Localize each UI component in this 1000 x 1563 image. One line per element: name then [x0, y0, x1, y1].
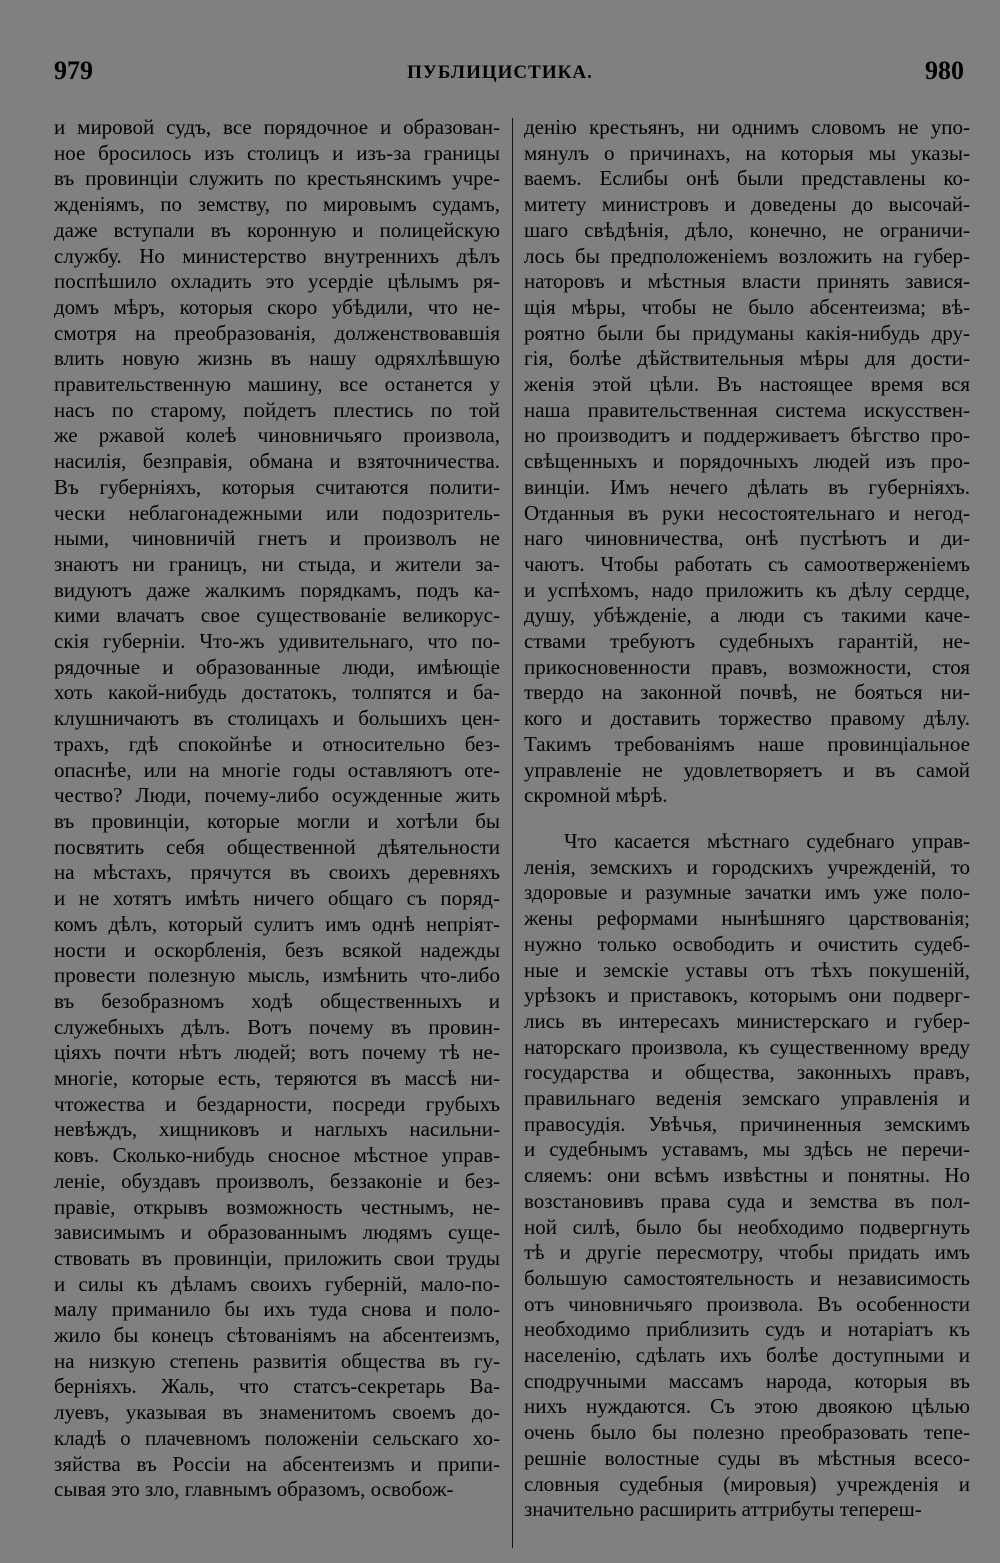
text-line: очень было бы полезно преобразовать тепе- [524, 1420, 970, 1445]
text-line: кого и доставить торжество правому дѣлу. [524, 706, 970, 731]
text-line: отъ чиновничьяго произвола. Въ особенности [524, 1291, 970, 1316]
text-line: чаютъ. Чтобы работать съ самоотверженіемъ [524, 551, 970, 576]
text-line: сподручными массамъ народа, которыя въ [524, 1368, 970, 1393]
text-line: нихъ нуждаются. Съ этою двоякою цѣлью [524, 1394, 970, 1419]
column-divider [512, 118, 513, 1548]
text-line: невѣждъ, хищниковъ и наглыхъ насильни- [54, 1117, 500, 1142]
text-line: влить новую жизнь въ нашу одряхлѣвшую [54, 346, 500, 371]
section-title: ПУБЛИЦИСТИКА. [407, 62, 593, 83]
text-line: же ржавой колеѣ чиновничьяго произвола, [54, 423, 500, 448]
text-line: рядочные и образованные люди, имѣющіе [54, 654, 500, 679]
text-line: поспѣшило охладить это усердіе цѣлымъ ря- [54, 269, 500, 294]
text-line: и судебнымъ уставамъ, мы здѣсь не перечи- [524, 1137, 970, 1162]
text-line: чески неблагонадежными или подозритель- [54, 500, 500, 525]
text-line: ное бросилось изъ столицъ и изъ-за границы [54, 140, 500, 165]
text-line: ствами требуютъ судебныхъ гарантій, не- [524, 629, 970, 654]
page-number-right: 980 [925, 56, 964, 85]
left-column [54, 115, 500, 1503]
text-line: лись въ интересахъ министерскаго и губер- [524, 1008, 970, 1033]
text-line: служебныхъ дѣлъ. Вотъ почему въ провин- [54, 1014, 500, 1039]
text-line: и успѣхомъ, надо приложить къ дѣлу сердце, [524, 577, 970, 602]
text-line: правосудія. Увѣчья, причиненныя земскимъ [524, 1111, 970, 1136]
text-line: клушничаютъ въ столицахъ и большихъ цен- [54, 706, 500, 731]
text-line: прикосновенности правъ, возможности, стоя [524, 654, 970, 679]
text-line: государства и общества, законныхъ правъ, [524, 1060, 970, 1085]
text-line: управленіе не удовлетворяетъ и въ самой [524, 757, 970, 782]
text-line: смотря на преобразованія, долженствовавшія [54, 320, 500, 345]
text-line: чество? Люди, почему-либо осужденные жить [54, 783, 500, 808]
text-line: Что касается мѣстнаго судебнаго управ- [564, 828, 970, 853]
text-line: решніе волостные суды въ мѣстныя всесо- [524, 1445, 970, 1470]
text-line: митету министровъ и доведены до высочай- [524, 192, 970, 217]
text-line: но производитъ и поддерживаетъ бѣгство про- [524, 423, 970, 448]
text-line: правительственную машину, все останется у [54, 372, 500, 397]
text-line: ковъ. Сколько-нибудь сносное мѣстное управ- [54, 1143, 500, 1168]
text-line: лось бы предположеніемъ возложить на губер- [524, 243, 970, 268]
text-line: денію крестьянъ, ни однимъ словомъ не упо- [524, 115, 970, 139]
text-line: мянулъ о причинахъ, на которыя мы указы- [524, 140, 970, 165]
running-head [0, 56, 1000, 96]
text-line: сляемъ: они всѣмъ извѣстны и понятны. Но [524, 1163, 970, 1188]
text-line: свѣщенныхъ и порядочныхъ людей изъ про- [524, 449, 970, 474]
text-line: малу приманило бы ихъ туда снова и поло- [54, 1297, 500, 1322]
text-line: ные и земскіе уставы отъ тѣхъ покушеній, [524, 957, 970, 982]
text-line: въ провинціи служить по крестьянскимъ учре- [54, 166, 500, 191]
text-line: ности и оскорбленія, безъ всякой надежды [54, 937, 500, 962]
text-line: знаютъ ни границъ, ни стыда, и жители за- [54, 551, 500, 576]
text-line: насилія, безправія, обмана и взяточничества. [54, 449, 500, 474]
text-line: посвятить себя общественной дѣятельности [54, 834, 500, 859]
text-line: ствовать въ провинціи, приложить свои труды [54, 1245, 500, 1270]
text-line: берніяхъ. Жаль, что статсъ-секретарь Ва- [54, 1374, 500, 1399]
text-line: въ провинціи, которые могли и хотѣли бы [54, 808, 500, 833]
text-line: шаго свѣдѣнія, дѣло, конечно, не ограничи- [524, 217, 970, 242]
page-number-left: 979 [54, 56, 93, 85]
text-line: твердо на законной почвѣ, не бояться ни- [524, 680, 970, 705]
text-line: Отданныя въ руки несостоятельнаго и негод- [524, 500, 970, 525]
text-line: видуютъ даже жалкимъ порядкамъ, подъ ка- [54, 577, 500, 602]
paragraph [524, 115, 970, 809]
text-line: ціяхъ почти нѣтъ людей; вотъ почему тѣ не- [54, 1040, 500, 1065]
text-line: жденіямъ, по земству, по мировымъ судамъ, [54, 192, 500, 217]
text-line: возстановивъ права суда и земства въ пол- [524, 1188, 970, 1213]
text-line: жены реформами нынѣшняго царствованія; [524, 906, 970, 931]
text-line: опаснѣе, или на многіе годы оставляютъ оте- [54, 757, 500, 782]
text-line: винціи. Имъ нечего дѣлать въ губерніяхъ. [524, 474, 970, 499]
text-line: трахъ, гдѣ спокойнѣе и относительно без- [54, 731, 500, 756]
text-line: ными, чиновничій гнетъ и произволъ не [54, 526, 500, 551]
text-line: ной силѣ, было бы необходимо подвергнуть [524, 1214, 970, 1239]
text-line: наша правительственная система искусствен- [524, 397, 970, 422]
text-line: правіе, открывъ возможность честнымъ, не- [54, 1194, 500, 1219]
text-line: значительно расширить аттрибуты тепереш- [524, 1497, 922, 1522]
text-line: наторскаго произвола, къ существенному вреду [524, 1034, 970, 1059]
text-line: чтожества и бездарности, посреди грубыхъ [54, 1091, 500, 1116]
text-line: на низкую степень развитія общества въ гу- [54, 1348, 500, 1373]
text-line: гія, болѣе дѣйствительныя мѣры для дости- [524, 346, 970, 371]
right-column [524, 115, 970, 1523]
text-line: щія мѣры, чтобы не было абсентеизма; вѣ- [524, 294, 970, 319]
text-line: комъ дѣлъ, который сулитъ имъ однѣ непріят- [54, 911, 500, 936]
text-line: кладѣ о плачевномъ положеніи сельскаго хо- [54, 1425, 500, 1450]
text-line: хоть какой-нибудь достатокъ, толпятся и ба- [54, 680, 500, 705]
paragraph [524, 829, 970, 1523]
text-line: леніе, обуздавъ произволъ, беззаконіе и без- [54, 1168, 500, 1193]
text-line: населенію, сдѣлать ихъ болѣе доступными и [524, 1343, 970, 1368]
text-line: насъ по старому, пойдетъ плестись по той [54, 397, 500, 422]
text-line: зяйства въ Россіи на абсентеизмъ и припи- [54, 1451, 500, 1476]
text-line: большую самостоятельность и независимость [524, 1265, 970, 1290]
text-line: службу. Но министерство внутреннихъ дѣлъ [54, 243, 500, 268]
text-line: наго чиновничества, онѣ пустѣютъ и ди- [524, 526, 970, 551]
text-line: нужно только освободить и очистить судеб- [524, 931, 970, 956]
text-line: ленія, земскихъ и городскихъ учрежденій, то [524, 854, 970, 879]
text-line: скромной мѣрѣ. [524, 783, 668, 808]
text-line: на мѣстахъ, прячутся въ своихъ деревняхъ [54, 860, 500, 885]
text-line: необходимо приблизить судъ и нотаріатъ къ [524, 1317, 970, 1342]
text-line: Такимъ требованіямъ наше провинціальное [524, 731, 970, 756]
text-line: ваемъ. Еслибы онѣ были представлены ко- [524, 166, 970, 191]
text-line: Въ губерніяхъ, которыя считаются полити- [54, 474, 500, 499]
text-line: зависимымъ и образованнымъ людямъ суще- [54, 1220, 500, 1245]
text-line: скія губерніи. Что-жъ удивительнаго, что по- [54, 629, 500, 654]
text-line: тѣ и другіе пересмотру, чтобы придать имъ [524, 1240, 970, 1265]
text-line: луевъ, указывая въ знаменитомъ своемъ до- [54, 1400, 500, 1425]
text-line: и силы къ дѣламъ своихъ губерній, мало-по- [54, 1271, 500, 1296]
text-line: сывая это зло, главнымъ образомъ, освобож- [54, 1477, 454, 1502]
text-line: роятно были бы придуманы какія-нибудь дру- [524, 320, 970, 345]
text-line: правильнаго веденія земскаго управленія и [524, 1086, 970, 1111]
text-line: урѣзокъ и приставокъ, которымъ они подверг- [524, 983, 970, 1008]
text-line: жило бы конецъ сѣтованіямъ на абсентеизмъ, [54, 1323, 500, 1348]
text-line: домъ мѣръ, которыя скоро убѣдили, что не- [54, 294, 500, 319]
text-line: здоровые и разумные зачатки имъ уже поло- [524, 880, 970, 905]
text-line: кими влачатъ свое существованіе великорус- [54, 603, 500, 628]
text-line: даже вступали въ коронную и полицейскую [54, 217, 500, 242]
text-line: и мировой судъ, все порядочное и образован- [54, 115, 500, 139]
text-line: женія этой цѣли. Въ настоящее время вся [524, 372, 970, 397]
text-line: провести полезную мысль, измѣнить что-либо [54, 963, 500, 988]
text-line: въ безобразномъ ходѣ общественныхъ и [54, 988, 500, 1013]
text-line: наторовъ и мѣстныя власти принять завися- [524, 269, 970, 294]
text-line: душу, убѣжденіе, а люди съ такими каче- [524, 603, 970, 628]
text-line: и не хотятъ имѣть ничего общаго съ поряд- [54, 886, 500, 911]
text-line: многіе, которые есть, теряются въ массѣ ни- [54, 1066, 500, 1091]
text-line: словныя судебныя (мировыя) учрежденія и [524, 1471, 970, 1496]
